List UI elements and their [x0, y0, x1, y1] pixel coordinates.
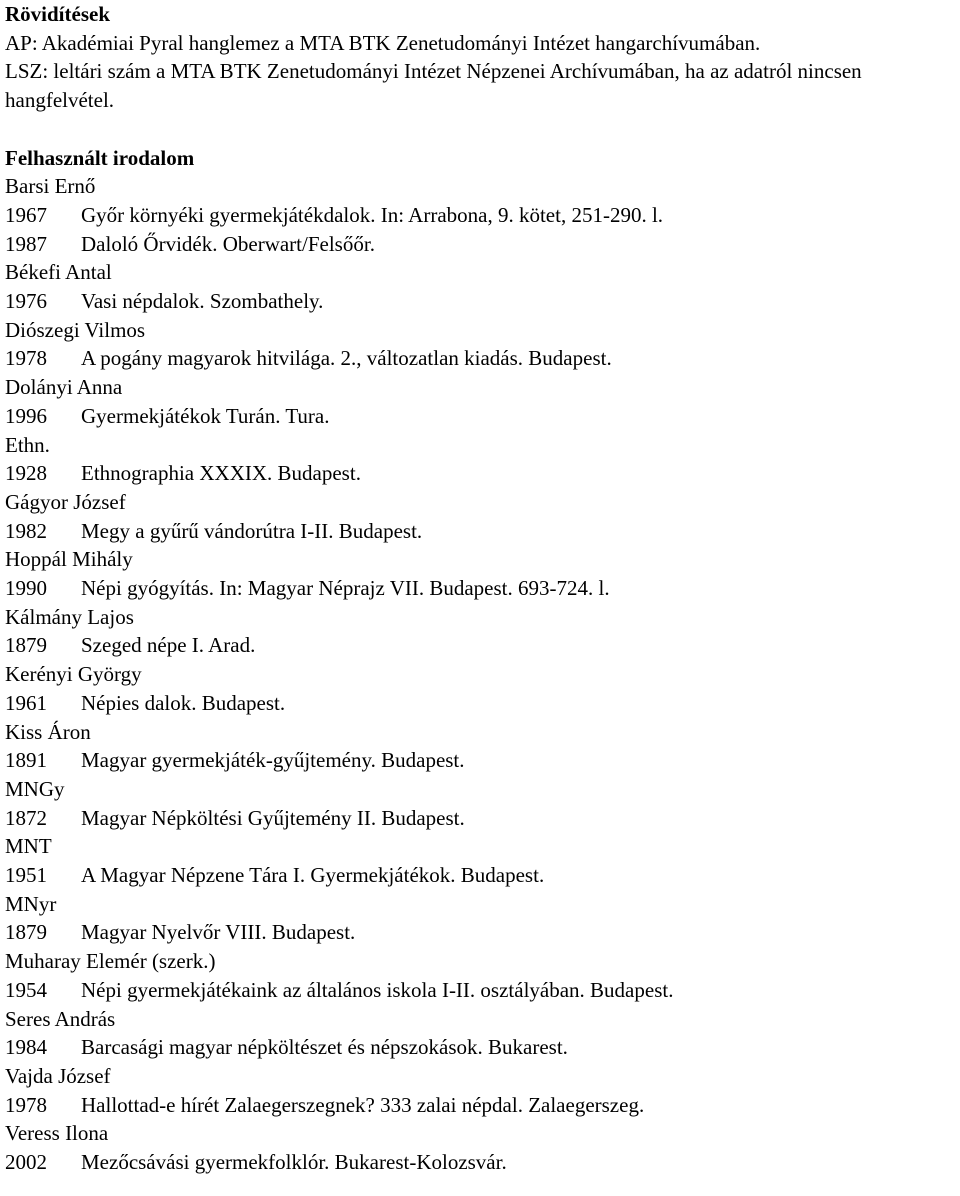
- work-title: Magyar Nyelvőr VIII. Budapest.: [81, 920, 356, 945]
- work-title: Gyermekjátékok Turán. Tura.: [81, 403, 330, 428]
- work-title: Megy a gyűrű vándorútra I-II. Budapest.: [81, 518, 423, 543]
- work-year: 1987: [5, 231, 47, 256]
- work-year: 1891: [5, 748, 47, 773]
- work-entry: [5, 1033, 956, 1062]
- work-entry: [5, 976, 956, 1005]
- work-entry: [5, 631, 956, 660]
- author-name: Diószegi Vilmos: [5, 317, 146, 342]
- author-name: Békefi Antal: [5, 260, 112, 285]
- work-title: Ethnographia XXXIX. Budapest.: [81, 461, 361, 486]
- work-year: 1928: [5, 461, 47, 486]
- work-entry: [5, 344, 956, 373]
- work-year: 2002: [5, 1150, 47, 1175]
- author-name: MNyr: [5, 891, 57, 916]
- author-name: Ethn.: [5, 432, 50, 457]
- work-entry: [5, 746, 956, 775]
- work-title: Népies dalok. Budapest.: [81, 690, 286, 715]
- author-name: Dolányi Anna: [5, 375, 123, 400]
- work-entry: [5, 230, 956, 259]
- work-entry: [5, 574, 956, 603]
- work-title: Daloló Őrvidék. Oberwart/Felsőőr.: [81, 231, 375, 256]
- work-year: 1872: [5, 805, 47, 830]
- abbreviations-section: [5, 0, 956, 115]
- work-entry: [5, 459, 956, 488]
- work-entry: [5, 804, 956, 833]
- work-year: 1982: [5, 518, 47, 543]
- work-year: 1976: [5, 289, 47, 314]
- author-name: Gágyor József: [5, 489, 126, 514]
- work-title: Népi gyógyítás. In: Magyar Néprajz VII. Budapest. 693-724. l.: [81, 576, 610, 601]
- work-entry: [5, 918, 956, 947]
- work-title: Mezőcsávási gyermekfolklór. Bukarest-Kolozsvár.: [81, 1150, 507, 1175]
- work-year: 1954: [5, 977, 47, 1002]
- literature-section: [5, 144, 956, 1177]
- author-name: Hoppál Mihály: [5, 547, 133, 572]
- author-name: MNT: [5, 834, 52, 859]
- work-year: 1990: [5, 576, 47, 601]
- work-title: Népi gyermekjátékaink az általános iskola I-II. osztályában. Budapest.: [81, 977, 674, 1002]
- author-name: Muharay Elemér (szerk.): [5, 949, 216, 974]
- work-title: A Magyar Népzene Tára I. Gyermekjátékok. Budapest.: [81, 863, 545, 888]
- work-year: 1978: [5, 346, 47, 371]
- abbreviation-ap: AP: Akadémiai Pyral hanglemez a MTA BTK Zenetudományi Intézet hangarchívumában.: [5, 30, 761, 55]
- author-name: Vajda József: [5, 1064, 111, 1088]
- work-entry: [5, 402, 956, 431]
- author-name: Veress Ilona: [5, 1121, 109, 1146]
- abbreviations-heading: Rövidítések: [5, 2, 110, 26]
- bibliography-list: [5, 172, 956, 1177]
- work-title: Vasi népdalok. Szombathely.: [81, 289, 324, 314]
- work-year: 1967: [5, 202, 47, 227]
- work-title: Magyar gyermekjáték-gyűjtemény. Budapest.: [81, 748, 465, 773]
- section-spacer: [5, 115, 956, 144]
- abbreviation-lsz: LSZ: leltári szám a MTA BTK Zenetudományi Intézet Népzenei Archívumában, ha az adatról nincsen hangfelvétel.: [5, 59, 862, 113]
- work-title: Győr környéki gyermekjátékdalok. In: Arrabona, 9. kötet, 251-290. l.: [81, 202, 664, 227]
- work-title: Hallottad-e hírét Zalaegerszegnek? 333 zalai népdal. Zalaegerszeg.: [81, 1092, 645, 1117]
- author-name: Barsi Ernő: [5, 174, 96, 199]
- author-name: Seres András: [5, 1006, 116, 1031]
- author-name: Kálmány Lajos: [5, 604, 134, 629]
- work-title: A pogány magyarok hitvilága. 2., változatlan kiadás. Budapest.: [81, 346, 612, 371]
- work-title: Barcasági magyar népköltészet és népszokások. Bukarest.: [81, 1035, 568, 1060]
- work-entry: [5, 201, 956, 230]
- work-entry: [5, 861, 956, 890]
- work-entry: [5, 689, 956, 718]
- author-name: Kiss Áron: [5, 719, 91, 744]
- work-title: Szeged népe I. Arad.: [81, 633, 256, 658]
- literature-heading: Felhasznált irodalom: [5, 145, 195, 170]
- work-entry: [5, 1148, 956, 1177]
- author-name: MNGy: [5, 776, 65, 801]
- work-year: 1879: [5, 633, 47, 658]
- work-entry: [5, 287, 956, 316]
- work-year: 1984: [5, 1035, 47, 1060]
- work-year: 1879: [5, 920, 47, 945]
- work-year: 1996: [5, 403, 47, 428]
- work-year: 1978: [5, 1092, 47, 1117]
- work-title: Magyar Népköltési Gyűjtemény II. Budapest.: [81, 805, 465, 830]
- work-entry: [5, 1091, 956, 1120]
- author-name: Kerényi György: [5, 662, 142, 687]
- work-year: 1951: [5, 863, 47, 888]
- work-year: 1961: [5, 690, 47, 715]
- work-entry: [5, 517, 956, 546]
